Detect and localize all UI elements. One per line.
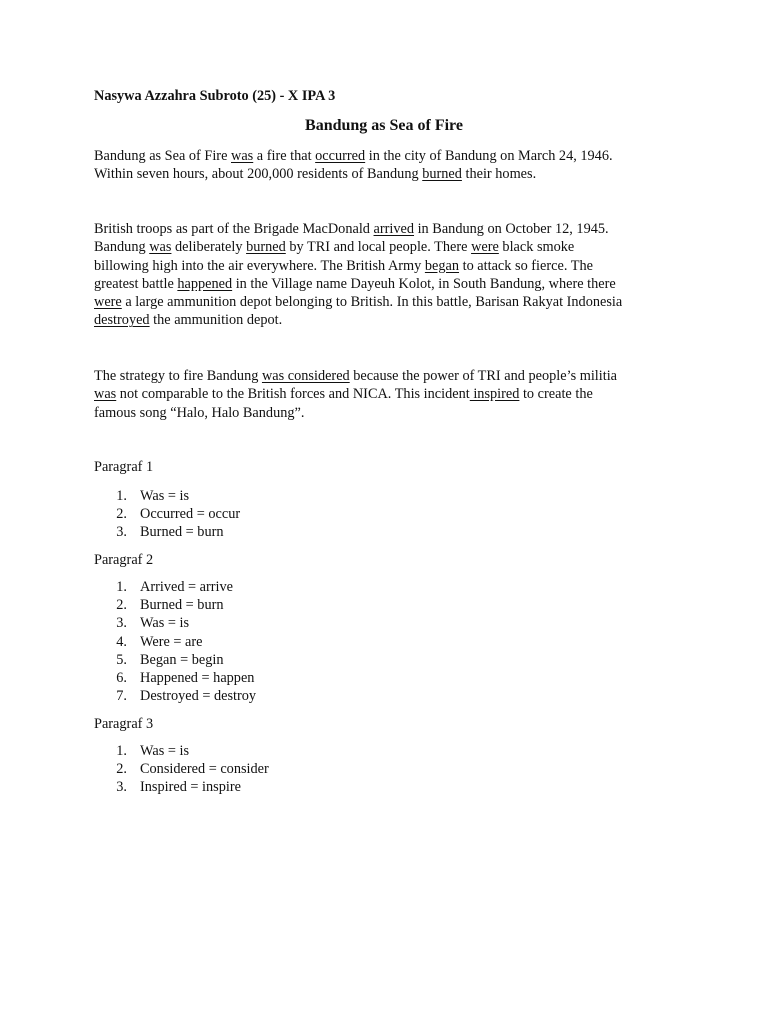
underlined-verb: was considered [261, 368, 350, 384]
list-number: 6. [116, 669, 127, 686]
list-item [94, 633, 203, 651]
vocab-list-paragraf-2 [94, 578, 257, 705]
underlined-verb: was [94, 386, 117, 403]
text-run: billowing high into the air everywhere. The British Army [94, 257, 425, 274]
list-item [94, 505, 241, 523]
paragraph-line [94, 147, 694, 165]
text-run: not comparable to the British forces and NICA. This incident [116, 386, 470, 403]
list-item [94, 523, 224, 541]
list-item [94, 742, 190, 760]
list-number: 1. [116, 488, 127, 504]
list-item-text: Was = is [140, 743, 190, 759]
list-number: 2. [116, 506, 127, 523]
list-item-text: Happened = happen [140, 669, 255, 686]
list-item [94, 669, 255, 687]
underlined-verb: burned [246, 239, 286, 256]
list-item-text: Considered = consider [140, 761, 269, 778]
text-run: because the power of TRI and people’s militia [349, 368, 618, 384]
paragraph-line [94, 220, 694, 238]
text-run: by TRI and local people. There [285, 239, 472, 256]
underlined-verb: was [231, 148, 254, 164]
list-number: 4. [116, 633, 127, 650]
underlined-verb: occurred [315, 148, 366, 164]
list-item [94, 614, 190, 632]
paragraph-line [94, 257, 694, 275]
list-number: 3. [116, 524, 127, 541]
list-item [94, 651, 224, 669]
text-run: in Bandung on October 12, 1945. [414, 221, 609, 237]
list-number: 5. [116, 651, 127, 668]
text-run: a large ammunition depot belonging to British. In this battle, Barisan Rakyat Indonesia [121, 294, 623, 311]
list-number: 1. [116, 579, 127, 595]
text-run: to create the [519, 386, 593, 403]
paragraph-line [94, 238, 694, 256]
text-run: to attack so fierce. The [459, 257, 593, 274]
list-item-text: Burned = burn [140, 524, 224, 541]
text-run: a fire that [253, 148, 316, 164]
underlined-verb: burned [422, 166, 462, 183]
text-run: famous song “Halo, Halo Bandung”. [94, 404, 305, 421]
text-run: Bandung [94, 239, 150, 256]
underlined-verb: began [424, 257, 460, 274]
list-item [94, 596, 224, 614]
text-run: Within seven hours, about 200,000 residents of Bandung [94, 166, 423, 183]
list-item-text: Was = is [140, 488, 190, 504]
list-item [94, 687, 257, 705]
list-number: 3. [116, 779, 127, 796]
list-item-text: Destroyed = destroy [140, 688, 257, 705]
list-number: 2. [116, 761, 127, 778]
paragraph-3 [94, 367, 694, 422]
text-run: their homes. [461, 166, 537, 183]
list-item-text: Arrived = arrive [140, 579, 234, 595]
section-label-paragraf-2: Paragraf 2 [94, 552, 154, 568]
paragraph-line [94, 385, 694, 403]
text-run: The strategy to fire Bandung [94, 368, 262, 384]
list-number: 1. [116, 743, 127, 759]
paragraph-line [94, 311, 694, 329]
paragraph-line [94, 165, 694, 183]
text-run: in the city of Bandung on March 24, 1946. [365, 148, 613, 164]
underlined-verb: were [94, 294, 122, 311]
underlined-verb: was [149, 239, 172, 256]
underlined-verb: arrived [373, 221, 415, 237]
list-number: 3. [116, 615, 127, 632]
document-title: Bandung as Sea of Fire [305, 117, 463, 134]
text-run: black smoke [498, 239, 575, 256]
list-number: 2. [116, 597, 127, 614]
section-label-paragraf-3: Paragraf 3 [94, 716, 154, 732]
text-run: the ammunition depot. [149, 312, 283, 329]
list-item-text: Burned = burn [140, 597, 224, 614]
author-line: Nasywa Azzahra Subroto (25) - X IPA 3 [94, 88, 336, 104]
underlined-verb: destroyed [94, 312, 150, 329]
list-item-text: Were = are [140, 633, 203, 650]
vocab-list-paragraf-3 [94, 742, 269, 797]
paragraph-line [94, 367, 694, 385]
list-item [94, 578, 234, 596]
list-item-text: Began = begin [140, 651, 224, 668]
list-item-text: Occurred = occur [140, 506, 241, 523]
paragraph-line [94, 293, 694, 311]
text-run: in the Village name Dayeuh Kolot, in South Bandung, where there [232, 275, 616, 292]
paragraph-2 [94, 220, 694, 330]
list-item [94, 760, 269, 778]
text-run: deliberately [171, 239, 247, 256]
paragraph-line [94, 275, 694, 293]
text-run: British troops as part of the Brigade MacDonald [94, 221, 374, 237]
list-item [94, 778, 241, 796]
text-run: greatest battle [94, 275, 178, 292]
list-item-text: Was = is [140, 615, 190, 632]
text-run: Bandung as Sea of Fire [94, 148, 231, 164]
paragraph-line [94, 404, 694, 422]
list-number: 7. [116, 688, 127, 705]
underlined-verb: happened [177, 275, 233, 292]
underlined-verb: were [471, 239, 499, 256]
section-label-paragraf-1: Paragraf 1 [94, 459, 154, 475]
list-item-text: Inspired = inspire [140, 779, 241, 796]
list-item [94, 487, 190, 505]
paragraph-1 [94, 147, 694, 184]
underlined-verb: inspired [469, 386, 520, 403]
vocab-list-paragraf-1 [94, 487, 241, 542]
